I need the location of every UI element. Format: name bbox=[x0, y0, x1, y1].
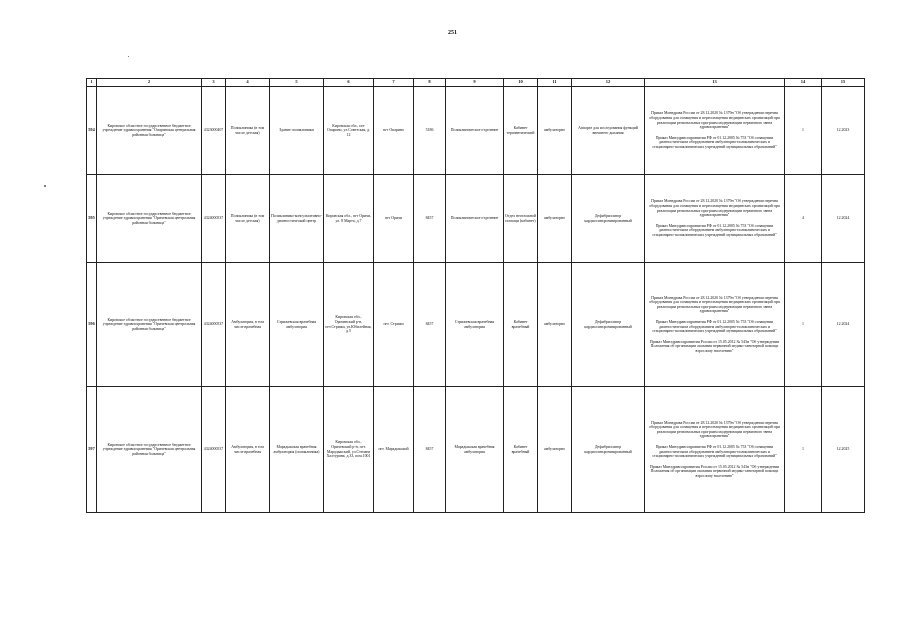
header-col-3: 3 bbox=[202, 79, 226, 87]
code: 8457 bbox=[414, 387, 446, 513]
facility-type: Поликлиника (в том числе детская) bbox=[226, 175, 270, 263]
department: Поликлиническое отделение bbox=[446, 87, 504, 175]
address: Кировская обл., пгт Опарино, ул.Советская, д. 12 bbox=[324, 87, 374, 175]
row-number: 597 bbox=[87, 387, 97, 513]
cabinet: Отдел неотложной помощи (кабинет) bbox=[504, 175, 538, 263]
facility-type: Поликлиника (в том числе детская) bbox=[226, 87, 270, 175]
scan-speck bbox=[44, 185, 46, 187]
regulation-text: Приказ Минздравсоцразвития РФ от 01.12.2005 № 753 "Об оснащении диагностическим оборудованием амбулаторно-поликлинических и стационарно-поликлинических учреждений муниципальных образований" bbox=[652, 444, 777, 459]
table-row bbox=[87, 263, 865, 387]
header-col-4: 4 bbox=[226, 79, 270, 87]
organization-name: Кировское областное государственное бюджетное учреждение здравоохранения "Опаринская центральная районная больница" bbox=[97, 87, 202, 175]
header-col-14: 14 bbox=[785, 79, 822, 87]
quantity: 4 bbox=[785, 175, 822, 263]
department: Поликлиническое отделение bbox=[446, 175, 504, 263]
code: 8457 bbox=[414, 263, 446, 387]
header-row bbox=[87, 79, 865, 87]
deadline: 12.2025 bbox=[822, 387, 865, 513]
header-col-15: 15 bbox=[822, 79, 865, 87]
header-col-8: 8 bbox=[414, 79, 446, 87]
inn: 4324000537 bbox=[202, 263, 226, 387]
equipment-name: Дефибриллятор кардиосинхронизированный bbox=[572, 175, 645, 263]
department: Марадыкская врачебная амбулатория bbox=[446, 387, 504, 513]
regulatory-basis bbox=[645, 87, 785, 175]
regulation-text: Приказ Минздрава России от 28.12.2020 № 1379н "Об утверждении перечня оборудования для оснащения и переоснащения медицинских организаций при реализации региональных программ модернизации первичного звена здравоохранения" bbox=[649, 295, 780, 314]
quantity: 1 bbox=[785, 87, 822, 175]
inn: 4324000537 bbox=[202, 175, 226, 263]
building-name: Стрижевская врачебная амбулатория bbox=[270, 263, 324, 387]
regulation-text: Приказ Минздравсоцразвития РФ от 01.12.2005 № 753 "Об оснащении диагностическим оборудованием амбулаторно-поликлинических и стационарно-поликлинических учреждений муниципальных образований" bbox=[652, 135, 777, 149]
header-col-9: 9 bbox=[446, 79, 504, 87]
cabinet: Кабинет врачебный bbox=[504, 263, 538, 387]
regulation-text: Приказ Минздрава России от 28.12.2020 № 1379н "Об утверждении перечня оборудования для оснащения и переоснащения медицинских организаций при реализации региональных программ модернизации первичного звена здравоохранения" bbox=[649, 420, 780, 439]
deadline: 12.2023 bbox=[822, 87, 865, 175]
organization-name: Кировское областное государственное бюджетное учреждение здравоохранения "Оричевская центральная районная больница" bbox=[97, 263, 202, 387]
header-col-11: 11 bbox=[538, 79, 572, 87]
settlement: пгт. Стрижи bbox=[374, 263, 414, 387]
address: Кировская обл., Оричевский р-н, пгт. Марадыкский, ул.Степана Халтурина, д.33, пом.1001 bbox=[324, 387, 374, 513]
page-number: 251 bbox=[448, 30, 457, 36]
header-col-1: 1 bbox=[87, 79, 97, 87]
inn: 4323000407 bbox=[202, 87, 226, 175]
department: Стрижевская врачебная амбулатория bbox=[446, 263, 504, 387]
facility-type: Амбулатория, в том числе врачебная bbox=[226, 263, 270, 387]
header-col-6: 6 bbox=[324, 79, 374, 87]
settlement: пгт Оричи bbox=[374, 175, 414, 263]
inn: 4324000537 bbox=[202, 387, 226, 513]
organization-name: Кировское областное государственное бюджетное учреждение здравоохранения "Оричевская центральная районная больница" bbox=[97, 175, 202, 263]
code: 5186 bbox=[414, 87, 446, 175]
facility-type: Амбулатория, в том числе врачебная bbox=[226, 387, 270, 513]
regulation-text: Приказ Минздравсоцразвития РФ от 01.12.2005 № 753 "Об оснащении диагностическим оборудованием амбулаторно-поликлинических и стационарно-поликлинических учреждений муниципальных образований" bbox=[652, 319, 777, 334]
regulation-text: Приказ Минздрава России от 28.12.2020 № 1379н "Об утверждении перечня оборудования для оснащения и переоснащения медицинских организаций при реализации региональных программ модернизации первичного звена здравоохранения" bbox=[649, 199, 780, 218]
regulatory-basis bbox=[645, 263, 785, 387]
building-name: Поликлинико-консультативно-диагностический центр bbox=[270, 175, 324, 263]
cabinet: Кабинет терапевтический bbox=[504, 87, 538, 175]
regulation-text: Приказ Минздравсоцразвития РФ от 01.12.2005 № 753 "Об оснащении диагностическим оборудованием амбулаторно-поликлинических и стационарно-поликлинических учреждений муниципальных образований" bbox=[652, 223, 777, 237]
row-number: 596 bbox=[87, 263, 97, 387]
quantity: 1 bbox=[785, 387, 822, 513]
regulation-text: Приказ Минздравсоцразвития России от 15.05.2012 № 543н "Об утверждении Положения об организации оказания первичной медико-санитарной помощи взрослому населению" bbox=[649, 464, 780, 478]
regulation-text: Приказ Минздрава России от 28.12.2020 № 1379н "Об утверждении перечня оборудования для оснащения и переоснащения медицинских организаций при реализации региональных программ модернизации первичного звена здравоохранения" bbox=[649, 111, 780, 130]
header-col-5: 5 bbox=[270, 79, 324, 87]
address: Кировская обл., Оричевский р-н, пгт.Стрижи, ул.Юбилейная, д.5 bbox=[324, 263, 374, 387]
header-col-13: 13 bbox=[645, 79, 785, 87]
organization-name: Кировское областное государственное бюджетное учреждение здравоохранения "Оричевская центральная районная больница" bbox=[97, 387, 202, 513]
scan-speck bbox=[128, 56, 129, 57]
building-name: Марадыкская врачебная амбулатория (поликлиника) bbox=[270, 387, 324, 513]
regulatory-basis bbox=[645, 387, 785, 513]
quantity: 1 bbox=[785, 263, 822, 387]
care-conditions: амбулаторно bbox=[538, 263, 572, 387]
header-col-10: 10 bbox=[504, 79, 538, 87]
equipment-name: Дефибриллятор кардиосинхронизированный bbox=[572, 387, 645, 513]
row-number: 594 bbox=[87, 87, 97, 175]
regulatory-basis bbox=[645, 175, 785, 263]
table-row bbox=[87, 387, 865, 513]
header-col-12: 12 bbox=[572, 79, 645, 87]
deadline: 12.2024 bbox=[822, 263, 865, 387]
care-conditions: амбулаторно bbox=[538, 387, 572, 513]
cabinet: Кабинет врачебный bbox=[504, 387, 538, 513]
table-row bbox=[87, 87, 865, 175]
care-conditions: амбулаторно bbox=[538, 87, 572, 175]
settlement: пгт. Марадыкский bbox=[374, 387, 414, 513]
settlement: пгт Опарино bbox=[374, 87, 414, 175]
care-conditions: амбулаторно bbox=[538, 175, 572, 263]
header-col-2: 2 bbox=[97, 79, 202, 87]
equipment-name: Дефибриллятор кардиосинхронизированный bbox=[572, 263, 645, 387]
building-name: Здание поликлиники bbox=[270, 87, 324, 175]
regulation-text: Приказ Минздравсоцразвития России от 15.05.2012 № 543н "Об утверждении Положения об организации оказания первичной медико-санитарной помощи взрослому населению" bbox=[649, 339, 780, 353]
deadline: 12.2024 bbox=[822, 175, 865, 263]
row-number: 595 bbox=[87, 175, 97, 263]
equipment-name: Аппарат для исследования функций внешнего дыхания bbox=[572, 87, 645, 175]
code: 8457 bbox=[414, 175, 446, 263]
header-col-7: 7 bbox=[374, 79, 414, 87]
address: Кировская обл., пгт Оричи, ул. 8 Марта, д.7 bbox=[324, 175, 374, 263]
equipment-register-table bbox=[86, 78, 865, 513]
table-row bbox=[87, 175, 865, 263]
